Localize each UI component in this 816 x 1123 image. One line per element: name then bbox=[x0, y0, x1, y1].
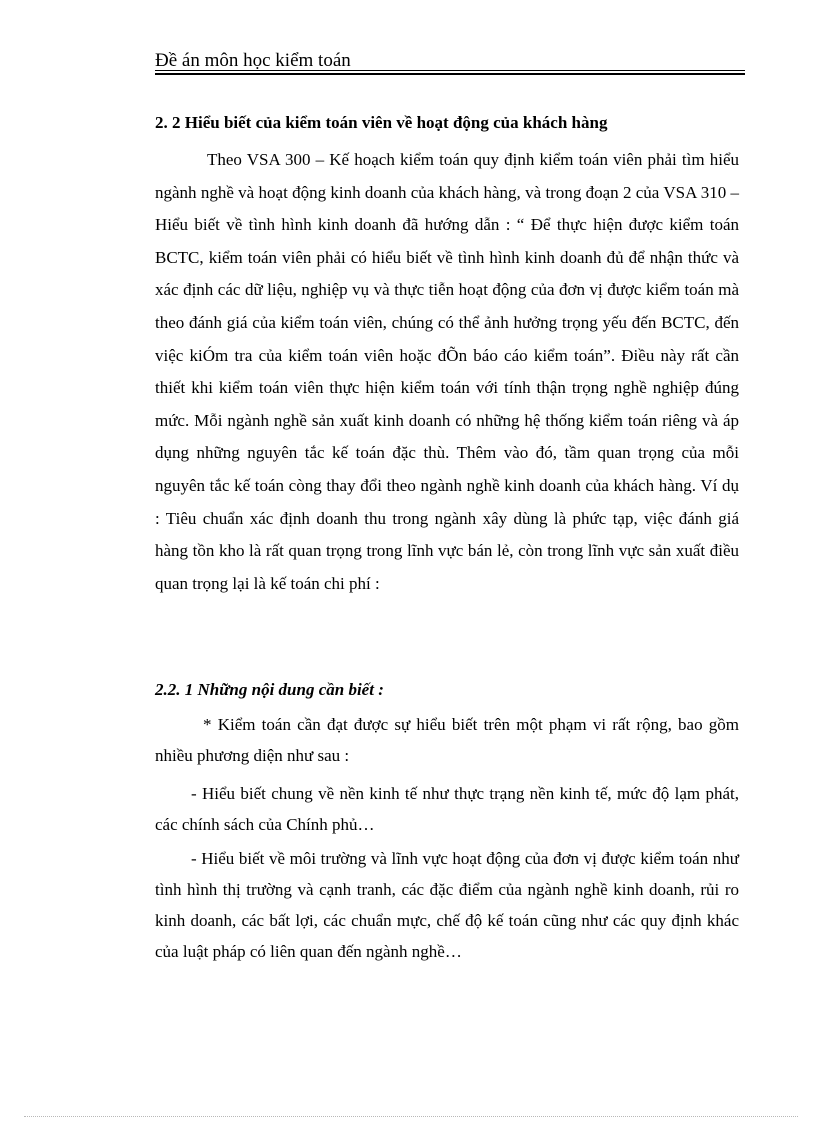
subsection-heading: 2.2. 1 Những nội dung cần biết : bbox=[155, 680, 384, 699]
section-heading: 2. 2 Hiểu biết của kiểm toán viên về hoạt động của khách hàng bbox=[155, 113, 608, 132]
header-rule-thick bbox=[155, 73, 745, 75]
subsection-paragraph-environment: - Hiểu biết về môi trường và lĩnh vực hoạt động của đơn vị được kiểm toán như tình hình thị trường và cạnh tranh, các đặc điểm của ngành nghề kinh doanh, rủi ro kinh doanh, các bất lợi, các chuẩn mực, chế độ kế toán cũng như các quy định khác của luật pháp có liên quan đến ngành nghề… bbox=[155, 849, 739, 961]
subsection-paragraph-economy: - Hiểu biết chung về nền kinh tế như thực trạng nền kinh tế, mức độ lạm phát, các chính sách của Chính phủ… bbox=[155, 784, 739, 834]
section-paragraph: Theo VSA 300 – Kế hoạch kiểm toán quy định kiểm toán viên phải tìm hiểu ngành nghề và hoạt động kinh doanh của khách hàng, và trong đoạn 2 của VSA 310 – Hiểu biết về tình hình kinh doanh đã hướng dẫn : “ Để thực hiện được kiểm toán BCTC, kiểm toán viên phải có hiểu biết về tình hình kinh doanh đủ để nhận thức và xác định các dữ liệu, nghiệp vụ và thực tiễn hoạt động của đơn vị được kiểm toán mà theo đánh giá của kiểm toán viên, chúng có thể ảnh hưởng trọng yếu đến BCTC, đến việc kiÓm tra của kiểm toán viên hoặc đÕn báo cáo kiểm toán”. Điều này rất cần thiết khi kiểm toán viên thực hiện kiểm toán với tính thận trọng nghề nghiệp đúng mức. Mỗi ngành nghề sản xuất kinh doanh có những hệ thống kiểm toán riêng và áp dụng những nguyên tắc kế toán đặc thù. Thêm vào đó, tầm quan trọng của mỗi nguyên tắc kế toán còng thay đổi theo ngành nghề kinh doanh của khách hàng. Ví dụ : Tiêu chuẩn xác định doanh thu trong ngành xây dùng là phức tạp, việc đánh giá hàng tồn kho là rất quan trọng trong lĩnh vực bán lẻ, còn trong lĩnh vực sản xuất điều quan trọng lại là kế toán chi phí : bbox=[155, 150, 739, 593]
header-rule-thin bbox=[155, 70, 745, 71]
subsection-paragraph-intro: * Kiểm toán cần đạt được sự hiểu biết trên một phạm vi rất rộng, bao gồm nhiều phương diện như sau : bbox=[155, 715, 739, 765]
page-header-title: Đề án môn học kiểm toán bbox=[155, 50, 351, 71]
page-bottom-border bbox=[24, 1116, 798, 1117]
